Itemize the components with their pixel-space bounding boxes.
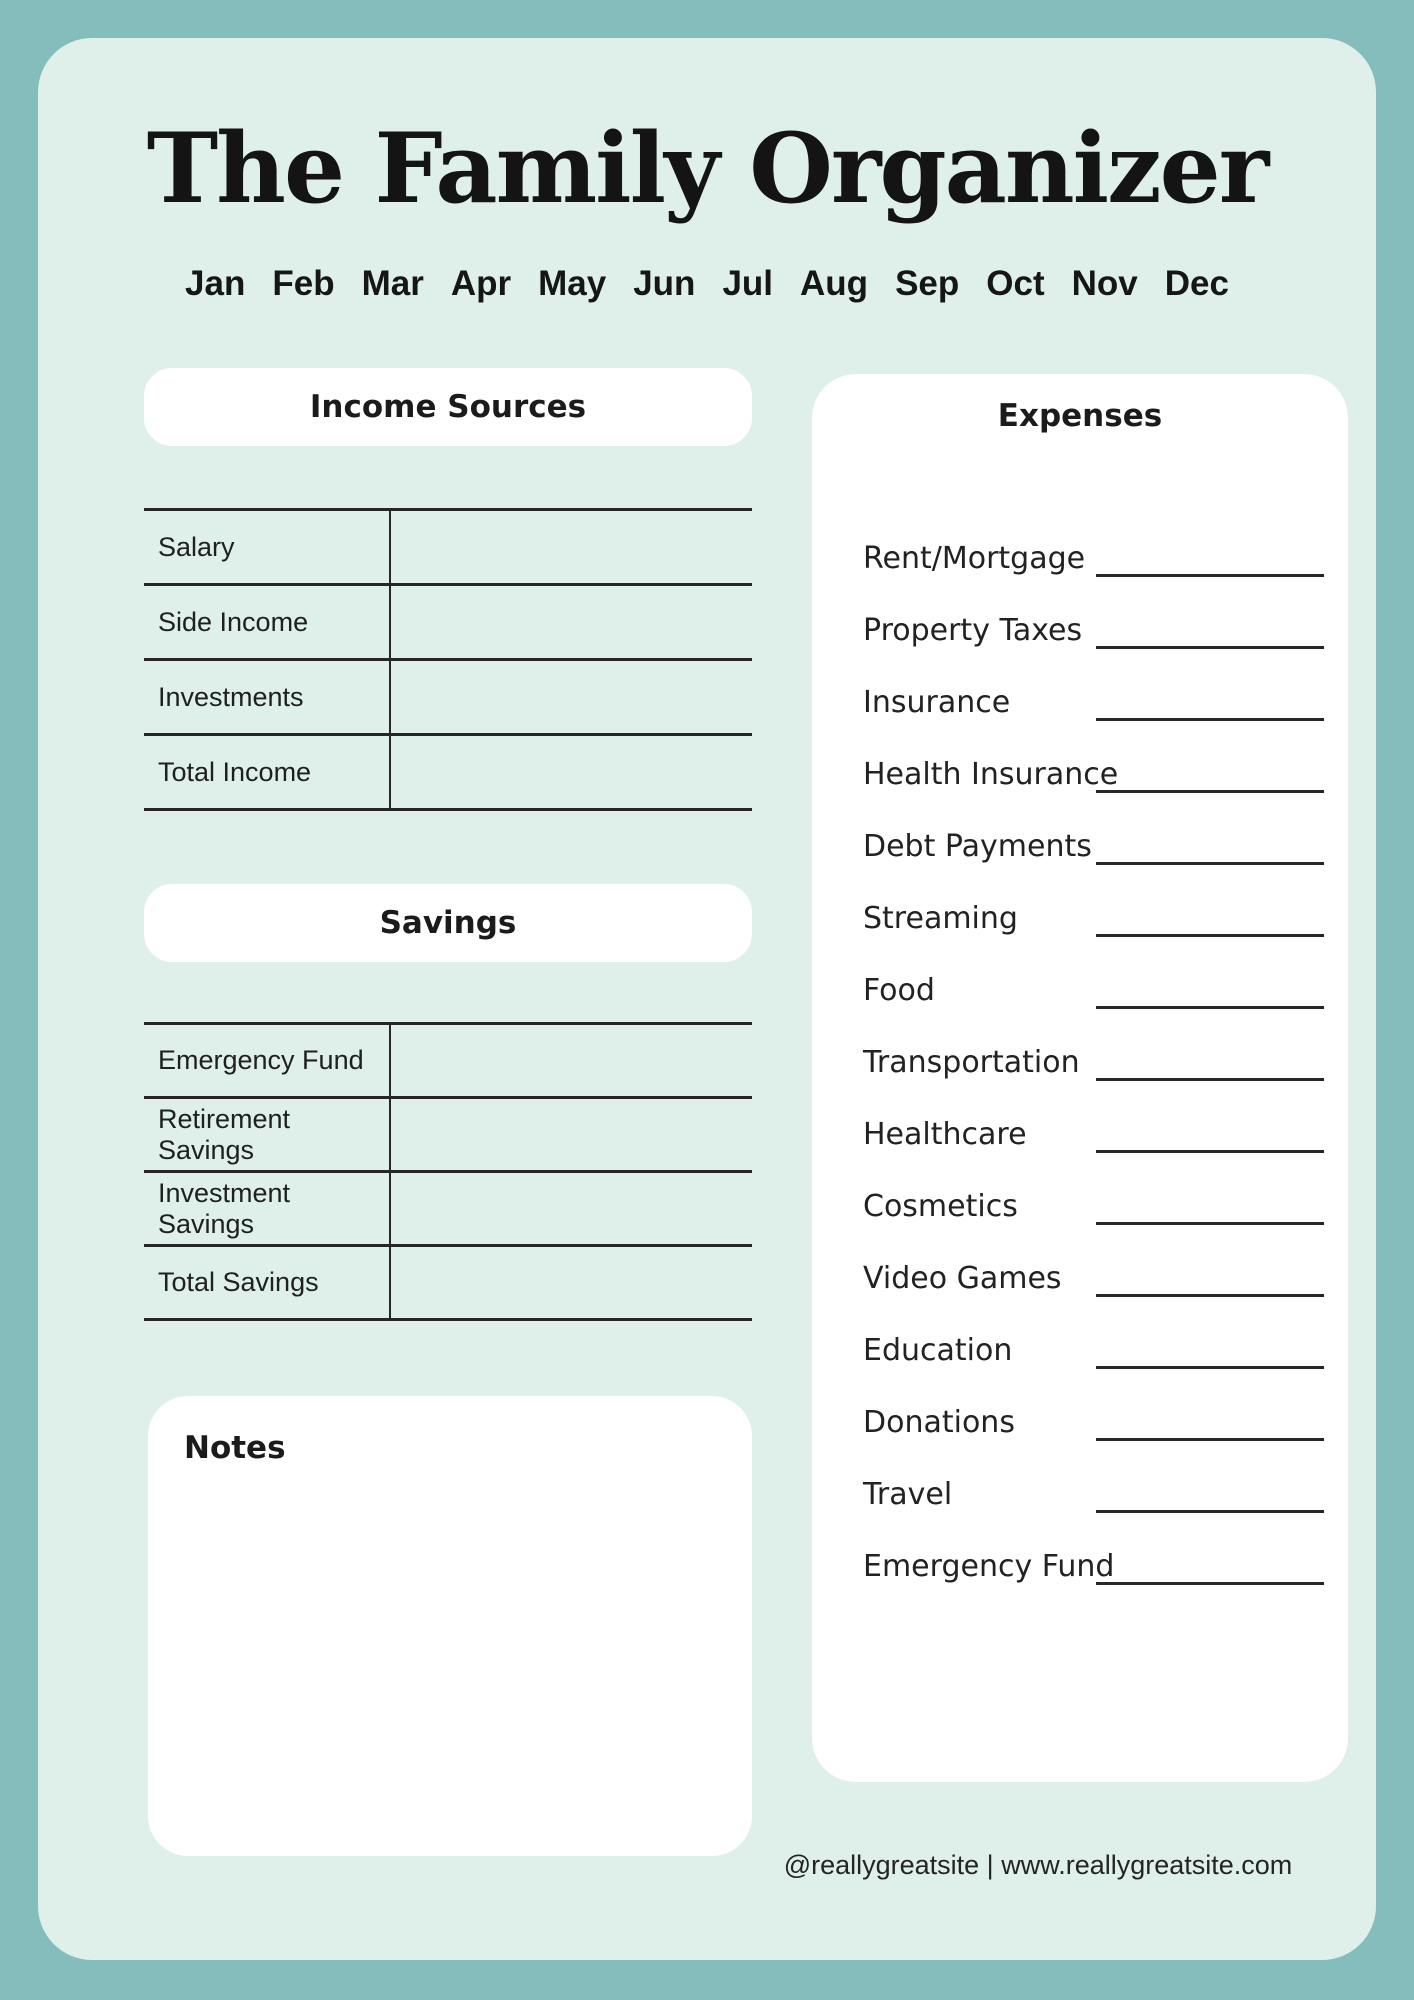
- savings-row-value-cell: [391, 1247, 752, 1318]
- list-item: [812, 1460, 1348, 1532]
- table-row: [144, 511, 752, 586]
- savings-row-value-cell: [391, 1025, 752, 1096]
- list-item: [812, 1028, 1348, 1100]
- table-row: [144, 1025, 752, 1099]
- expense-fill-line: [1096, 1078, 1324, 1081]
- month-jul: Jul: [722, 264, 774, 303]
- expense-label: Travel: [863, 1477, 953, 1513]
- list-item: [812, 524, 1348, 596]
- list-item: [812, 1388, 1348, 1460]
- savings-row-label: Total Savings: [144, 1247, 391, 1318]
- expenses-heading: Expenses: [997, 398, 1163, 434]
- expense-fill-line: [1096, 862, 1324, 865]
- income-table: [144, 508, 752, 811]
- table-row: [144, 1173, 752, 1247]
- list-item: [812, 1100, 1348, 1172]
- income-row-value-cell: [391, 736, 752, 808]
- expense-label: Healthcare: [863, 1117, 1027, 1153]
- month-mar: Mar: [361, 264, 424, 303]
- savings-row-label: Investment Savings: [144, 1173, 391, 1244]
- month-sep: Sep: [895, 264, 960, 303]
- income-row-label: Total Income: [144, 736, 391, 808]
- list-item: [812, 1532, 1348, 1604]
- table-row: [144, 1099, 752, 1173]
- list-item: [812, 740, 1348, 812]
- expense-fill-line: [1096, 934, 1324, 937]
- expense-label: Streaming: [863, 901, 1018, 937]
- expense-fill-line: [1096, 1222, 1324, 1225]
- savings-row-value-cell: [391, 1099, 752, 1170]
- list-item: [812, 1244, 1348, 1316]
- month-jun: Jun: [633, 264, 696, 303]
- month-aug: Aug: [800, 264, 869, 303]
- month-nov: Nov: [1071, 264, 1138, 303]
- inner-sheet: [38, 38, 1376, 1960]
- income-row-value-cell: [391, 661, 752, 733]
- savings-heading-label: Savings: [379, 905, 517, 941]
- expenses-list: [812, 524, 1348, 1604]
- month-dec: Dec: [1164, 264, 1229, 303]
- savings-table: [144, 1022, 752, 1321]
- list-item: [812, 668, 1348, 740]
- expense-fill-line: [1096, 1582, 1324, 1585]
- income-row-label: Side Income: [144, 586, 391, 658]
- footer-credit: @reallygreatsite | www.reallygreatsite.com: [783, 1850, 1293, 1880]
- list-item: [812, 1316, 1348, 1388]
- expense-label: Video Games: [863, 1261, 1062, 1297]
- month-oct: Oct: [986, 264, 1045, 303]
- list-item: [812, 812, 1348, 884]
- month-feb: Feb: [272, 264, 335, 303]
- income-row-label: Investments: [144, 661, 391, 733]
- table-row: [144, 661, 752, 736]
- table-row: [144, 1247, 752, 1321]
- expense-label: Education: [863, 1333, 1013, 1369]
- income-row-label: Salary: [144, 511, 391, 583]
- months-row: [38, 264, 1376, 304]
- expense-fill-line: [1096, 718, 1324, 721]
- month-may: May: [538, 264, 607, 303]
- expense-label: Property Taxes: [863, 613, 1083, 649]
- table-row: [144, 736, 752, 811]
- list-item: [812, 1172, 1348, 1244]
- expense-fill-line: [1096, 646, 1324, 649]
- expense-fill-line: [1096, 1510, 1324, 1513]
- expense-fill-line: [1096, 1294, 1324, 1297]
- list-item: [812, 596, 1348, 668]
- expense-label: Rent/Mortgage: [863, 541, 1086, 577]
- list-item: [812, 884, 1348, 956]
- savings-row-label: Emergency Fund: [144, 1025, 391, 1096]
- income-row-value-cell: [391, 511, 752, 583]
- expense-fill-line: [1096, 1366, 1324, 1369]
- page-title: The Family Organizer: [146, 112, 1268, 225]
- expense-fill-line: [1096, 790, 1324, 793]
- expense-label: Debt Payments: [863, 829, 1092, 865]
- expense-label: Donations: [863, 1405, 1015, 1441]
- savings-heading: [144, 884, 752, 962]
- notes-card: [148, 1396, 752, 1856]
- expense-label: Cosmetics: [863, 1189, 1018, 1225]
- expense-fill-line: [1096, 1006, 1324, 1009]
- notes-heading: Notes: [184, 1430, 286, 1466]
- savings-row-label: Retirement Savings: [144, 1099, 391, 1170]
- income-sources-heading-label: Income Sources: [309, 389, 587, 425]
- expense-label: Insurance: [863, 685, 1011, 721]
- month-apr: Apr: [450, 264, 512, 303]
- expense-fill-line: [1096, 1438, 1324, 1441]
- list-item: [812, 956, 1348, 1028]
- expense-label: Food: [863, 973, 935, 1009]
- expense-fill-line: [1096, 1150, 1324, 1153]
- expense-label: Transportation: [863, 1045, 1080, 1081]
- table-row: [144, 586, 752, 661]
- month-jan: Jan: [185, 264, 246, 303]
- expense-label: Emergency Fund: [863, 1549, 1115, 1585]
- expenses-card: [812, 374, 1348, 1782]
- savings-row-value-cell: [391, 1173, 752, 1244]
- expense-fill-line: [1096, 574, 1324, 577]
- income-row-value-cell: [391, 586, 752, 658]
- income-sources-heading: [144, 368, 752, 446]
- expense-label: Health Insurance: [863, 757, 1119, 793]
